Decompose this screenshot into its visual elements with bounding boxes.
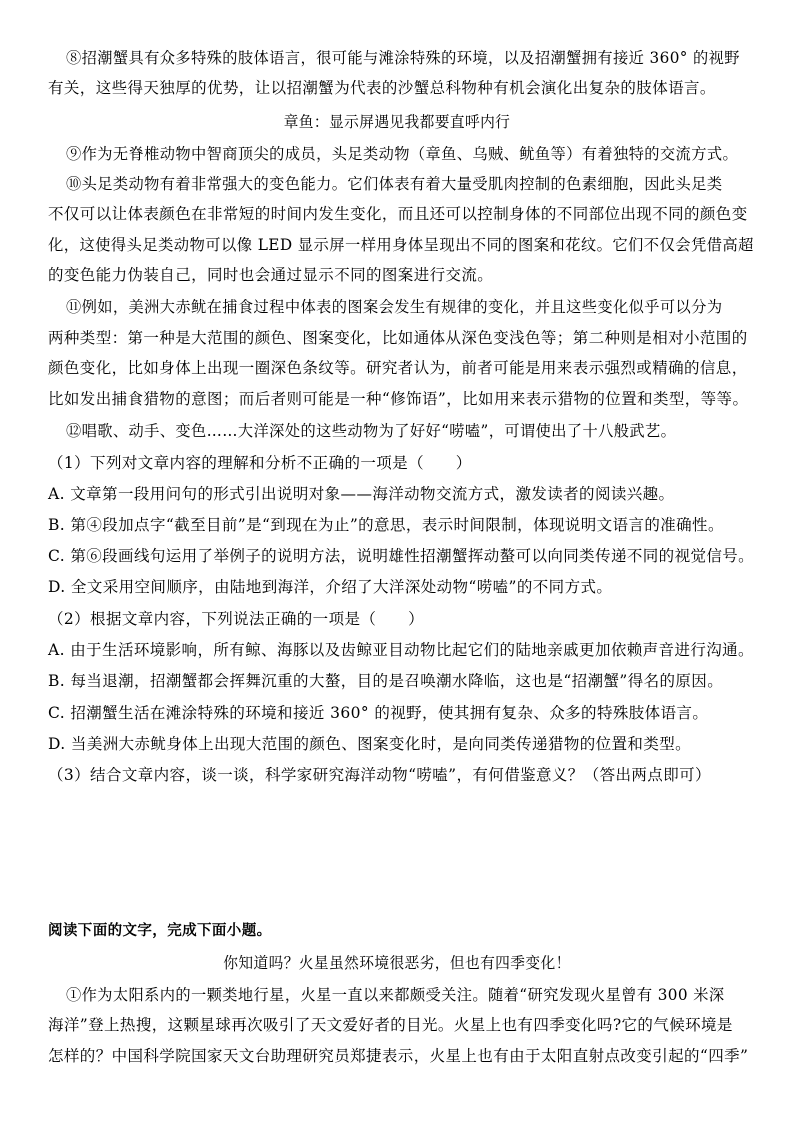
mars-paragraph-1-line-2: 海洋”登上热搜，这颗星球再次吸引了天文爱好者的目光。火星上也有四季变化吗?它的气候环境是 bbox=[48, 1016, 733, 1034]
paragraph-8-line-1: ⑧招潮蟹具有众多特殊的肢体语言，很可能与滩涂特殊的环境，以及招潮蟹拥有接近 360° 的视野 bbox=[66, 49, 740, 67]
paragraph-10-line-1: ⑩头足类动物有着非常强大的变色能力。它们体表有着大量受肌肉控制的色素细胞，因此头足类 bbox=[66, 175, 723, 193]
paragraph-11-line-3: 颜色变化，比如身体上出现一圈深色条纹等。研究者认为，前者可能是用来表示强烈或精确的信息， bbox=[48, 359, 748, 377]
paragraph-8-line-2: 有关，这些得天独厚的优势，让以招潮蟹为代表的沙蟹总科物种有机会演化出复杂的肢体语言。 bbox=[48, 79, 716, 97]
question-2-stem: （2）根据文章内容，下列说法正确的一项是（ ） bbox=[48, 610, 424, 628]
paragraph-10-line-2: 不仅可以让体表颜色在非常短的时间内发生变化，而且还可以控制身体的不同部位出现不同的颜色变 bbox=[48, 205, 748, 223]
question-3-stem: （3）结合文章内容，谈一谈，科学家研究海洋动物“唠嗑”，有何借鉴意义？（答出两点即可） bbox=[48, 766, 711, 784]
question-1-option-a: A. 文章第一段用问句的形式引出说明对象——海洋动物交流方式，激发读者的阅读兴趣。 bbox=[48, 485, 675, 503]
paragraph-11-line-4: 比如发出捕食猎物的意图；而后者则可能是一种“修饰语”，比如用来表示猎物的位置和类型，等等。 bbox=[48, 390, 749, 408]
question-2-option-d: D. 当美洲大赤鱿身体上出现大范围的颜色、图案变化时，是向同类传递猎物的位置和类型。 bbox=[48, 735, 692, 753]
paragraph-12: ⑫唱歌、动手、变色……大洋深处的这些动物为了好好“唠嗑”，可谓使出了十八般武艺。 bbox=[66, 422, 677, 440]
question-1-stem: （1）下列对文章内容的理解和分析不正确的一项是（ ） bbox=[48, 454, 472, 472]
paragraph-9: ⑨作为无脊椎动物中智商顶尖的成员，头足类动物（章鱼、乌贼、鱿鱼等）有着独特的交流方式。 bbox=[66, 145, 739, 163]
paragraph-11-line-1: ⑪例如，美洲大赤鱿在捕食过程中体表的图案会发生有规律的变化，并且这些变化似乎可以分为 bbox=[66, 298, 723, 316]
article-title-mars: 你知道吗？火星虽然环境很恶劣，但也有四季变化！ bbox=[223, 954, 571, 972]
question-1-option-c: C. 第⑥段画线句运用了举例子的说明方法，说明雄性招潮蟹挥动螯可以向同类传递不同的视觉信号。 bbox=[48, 547, 755, 565]
question-2-option-b: B. 每当退潮，招潮蟹都会挥舞沉重的大螯，目的是召唤潮水降临，这也是“招潮蟹”得名的原因。 bbox=[48, 672, 724, 690]
mars-paragraph-1-line-3: 怎样的？中国科学院国家天文台助理研究员郑捷表示，火星上也有由于太阳直射点改变引起的“四季” bbox=[48, 1047, 749, 1065]
section-heading-octopus: 章鱼：显示屏遇见我都要直呼内行 bbox=[283, 113, 511, 131]
question-2-option-c: C. 招潮蟹生活在滩涂特殊的环境和接近 360° 的视野，使其拥有复杂、众多的特殊肢体语言。 bbox=[48, 704, 709, 722]
paragraph-10-line-3: 化，这使得头足类动物可以像 LED 显示屏一样用身体呈现出不同的图案和花纹。它们不仅会凭借高超 bbox=[48, 236, 754, 254]
question-1-option-d: D. 全文采用空间顺序，由陆地到海洋，介绍了大洋深处动物“唠嗑”的不同方式。 bbox=[48, 578, 613, 596]
question-1-option-b: B. 第④段加点字“截至目前”是“到现在为止”的意思，表示时间限制，体现说明文语言的准确性。 bbox=[48, 516, 724, 534]
reading-instruction: 阅读下面的文字，完成下面小题。 bbox=[48, 923, 272, 939]
mars-paragraph-1-line-1: ①作为太阳系内的一颗类地行星，火星一直以来都颇受关注。随着“研究发现火星曾有 300 米深 bbox=[66, 986, 725, 1004]
question-2-option-a: A. 由于生活环境影响，所有鲸、海豚以及齿鲸亚目动物比起它们的陆地亲戚更加依赖声音进行沟通。 bbox=[48, 641, 754, 659]
paragraph-11-line-2: 两种类型：第一种是大范围的颜色、图案变化，比如通体从深色变浅色等；第二种则是相对小范围的 bbox=[48, 329, 748, 347]
paragraph-10-line-4: 的变色能力伪装自己，同时也会通过显示不同的图案进行交流。 bbox=[48, 266, 494, 284]
